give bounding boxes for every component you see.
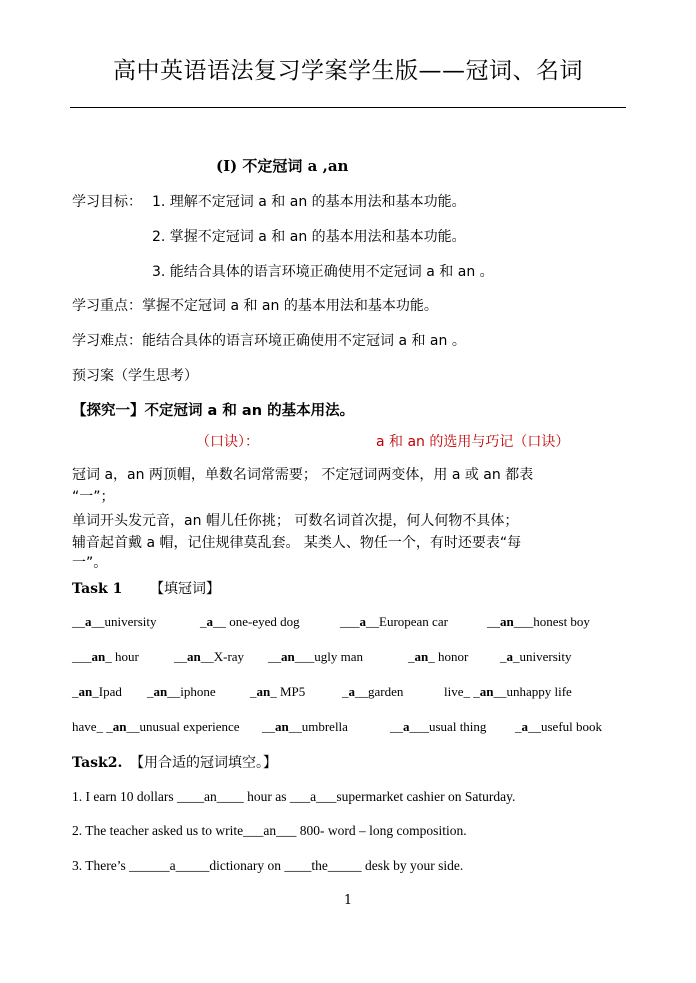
article-answer: a — [169, 858, 176, 873]
section-title: (I) 不定冠词 a ,an — [216, 157, 349, 175]
article-answer: an — [187, 649, 201, 664]
fill-blank-item — [200, 614, 300, 630]
fill-blank-item — [72, 684, 122, 700]
fill-blank-item — [500, 649, 572, 665]
article-answer: an — [78, 684, 93, 699]
mnemonic-line: 一”。 — [72, 555, 108, 571]
blank-prefix: have_ _ — [72, 719, 113, 734]
blank-suffix: ___honest boy — [513, 614, 590, 629]
article-answer: an — [479, 684, 494, 699]
blank-suffix: __useful book — [528, 719, 603, 734]
article-answer: a — [206, 614, 213, 629]
blank-prefix: _ — [500, 649, 507, 664]
fill-blank-item — [147, 684, 216, 700]
task2-sentence — [72, 823, 467, 839]
article-answer: an — [263, 823, 277, 838]
blank-suffix: ___usual thing — [409, 719, 487, 734]
mnemonic-line: “一”； — [72, 489, 115, 505]
fill-blank-item — [408, 649, 468, 665]
blank-suffix: __umbrella — [288, 719, 348, 734]
blank-suffix: _Ipad — [92, 684, 122, 699]
article-answer: an — [203, 789, 217, 804]
fill-blank-item — [515, 719, 602, 735]
sentence-number: 3. — [72, 858, 86, 873]
blank-suffix: __ one-eyed dog — [213, 614, 300, 629]
article-answer: a — [403, 719, 410, 734]
task1-label: Task 1 — [72, 581, 123, 597]
blank-prefix: ___ — [72, 649, 92, 664]
article-answer: a — [85, 614, 92, 629]
blank-suffix: __garden — [355, 684, 404, 699]
mnemonic-right-title: a 和 an 的选用与巧记（口诀） — [376, 434, 570, 450]
blank-prefix: _ — [408, 649, 415, 664]
blank-prefix: __ — [268, 649, 281, 664]
sentence-number: 1. — [72, 789, 86, 804]
article-answer: an — [414, 649, 429, 664]
fill-blank-item — [262, 719, 348, 735]
fill-blank-item — [444, 684, 572, 700]
fill-blank-item — [340, 614, 448, 630]
blank-suffix: __university — [91, 614, 157, 629]
sentence-text: The teacher asked us to write___ — [85, 823, 264, 838]
sentence-text: ___ 800- word – long composition. — [276, 823, 467, 838]
blank-prefix: _ — [200, 614, 207, 629]
sentence-text: _____dictionary on ____ — [175, 858, 312, 873]
blank-prefix: __ — [262, 719, 275, 734]
sentence-text: _____ desk by your side. — [327, 858, 464, 873]
sentence-text: There’s ______ — [85, 858, 170, 873]
goals-label: 学习目标： — [72, 194, 142, 210]
blank-prefix: _ — [72, 684, 79, 699]
sentence-number: 2. — [72, 823, 86, 838]
fill-blank-item — [487, 614, 590, 630]
document-title: 高中英语语法复习学案学生版——冠词、名词 — [113, 58, 583, 84]
article-answer: an — [256, 684, 271, 699]
fill-blank-item — [174, 649, 244, 665]
fill-blank-item — [250, 684, 305, 700]
blank-suffix: __unusual experience — [126, 719, 240, 734]
task2-sentence — [72, 789, 515, 805]
mnemonic-line: 单词开头发元音，an 帽儿任你挑； 可数名词首次提，何人何物不具体； — [72, 513, 519, 529]
title-divider — [70, 107, 626, 108]
article-answer: an — [275, 719, 289, 734]
blank-suffix: __X-ray — [200, 649, 245, 664]
blank-suffix: _university — [513, 649, 572, 664]
mnemonic-line: 冠词 a，an 两顶帽，单数名词常需要； 不定冠词两变体，用 a 或 an 都表 — [72, 467, 534, 483]
blank-prefix: _ — [515, 719, 522, 734]
mnemonic-left-title: （口诀）： — [196, 434, 259, 450]
fill-blank-item — [72, 719, 240, 735]
goal-item: 2. 掌握不定冠词 a 和 an 的基本用法和基本功能。 — [152, 229, 466, 245]
article-answer: an — [153, 684, 168, 699]
task2-subtitle: 【用合适的冠词填空。】 — [130, 755, 277, 771]
preview-heading: 预习案（学生思考） — [72, 368, 198, 384]
blank-suffix: _ hour — [105, 649, 139, 664]
blank-prefix: ___ — [340, 614, 360, 629]
explore-heading: 【探究一】不定冠词 a 和 an 的基本用法。 — [72, 403, 355, 419]
task1-subtitle: 【填冠词】 — [150, 581, 220, 597]
sentence-text: I earn 10 dollars ____ — [85, 789, 204, 804]
mnemonic-line: 辅音起首戴 a 帽，记住规律莫乱套。 某类人、物任一个，有时还要表“每 — [72, 535, 522, 551]
fill-blank-item — [72, 614, 157, 630]
task2-label: Task2. — [72, 755, 123, 771]
fill-blank-item — [72, 649, 139, 665]
article-answer: a — [348, 684, 355, 699]
goal-item: 1. 理解不定冠词 a 和 an 的基本用法和基本功能。 — [152, 194, 466, 210]
fill-blank-item — [268, 649, 363, 665]
article-answer: a — [506, 649, 513, 664]
blank-prefix: __ — [487, 614, 500, 629]
blank-suffix: __iphone — [167, 684, 216, 699]
blank-prefix: _ — [147, 684, 154, 699]
task2-sentence — [72, 858, 463, 874]
page-number: 1 — [343, 893, 353, 908]
article-answer: an — [281, 649, 295, 664]
blank-prefix: __ — [174, 649, 187, 664]
sentence-text: ___supermarket cashier on Saturday. — [316, 789, 516, 804]
article-answer: an — [112, 719, 127, 734]
blank-suffix: __unhappy life — [493, 684, 572, 699]
blank-prefix: _ — [342, 684, 349, 699]
article-answer: an — [500, 614, 514, 629]
blank-prefix: __ — [390, 719, 403, 734]
goal-item: 3. 能结合具体的语言环境正确使用不定冠词 a 和 an 。 — [152, 264, 494, 280]
blank-prefix: live_ _ — [444, 684, 480, 699]
blank-suffix: __European car — [366, 614, 448, 629]
blank-prefix: _ — [250, 684, 257, 699]
fill-blank-item — [390, 719, 486, 735]
blank-suffix: _ honor — [428, 649, 469, 664]
fill-blank-item — [342, 684, 403, 700]
blank-suffix: ___ugly man — [294, 649, 363, 664]
blank-suffix: _ MP5 — [270, 684, 306, 699]
blank-prefix: __ — [72, 614, 85, 629]
article-answer: the — [311, 858, 328, 873]
sentence-text: ____ hour as ___ — [216, 789, 311, 804]
article-answer: an — [91, 649, 106, 664]
article-answer: a — [359, 614, 366, 629]
learning-focus: 学习重点：掌握不定冠词 a 和 an 的基本用法和基本功能。 — [72, 298, 438, 314]
article-answer: a — [310, 789, 317, 804]
learning-difficulty: 学习难点：能结合具体的语言环境正确使用不定冠词 a 和 an 。 — [72, 333, 466, 349]
article-answer: a — [521, 719, 528, 734]
